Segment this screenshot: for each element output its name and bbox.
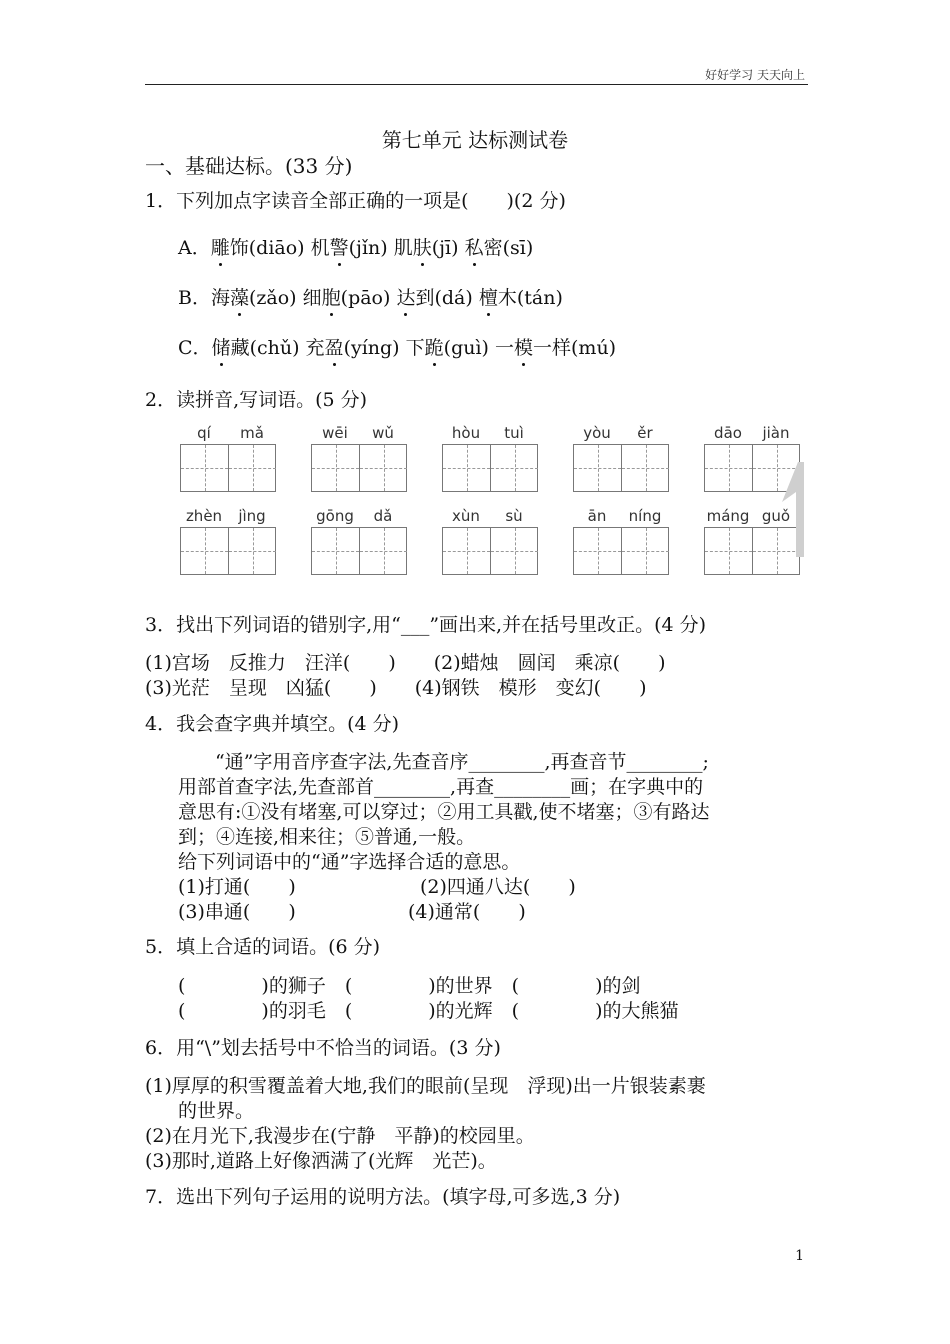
question-1-option-c[interactable] [178,333,616,360]
question-4-item-4: (4)通常( ) [408,901,526,923]
question-4-line-5: 给下列词语中的“通”字选择合适的意思。 [178,851,521,873]
decorative-slash-mark [780,462,804,557]
option-text: (jī) [431,237,465,259]
question-4-line-4: 到；④连接,相来往；⑤普通,一般。 [178,826,476,848]
pinyin-label: mǎ [240,424,264,442]
page-number: 1 [795,1248,804,1264]
pinyin-label: dǎ [373,507,393,525]
question-1-stem: 1．下列加点字读音全部正确的一项是( )(2 分) [145,190,566,212]
dotted-char: 胞 [322,283,341,310]
page-title: 第七单元 达标测试卷 [381,128,569,152]
option-text: 到(dá) [415,287,479,309]
pinyin-label: hòu [451,424,481,442]
header-rule [145,84,808,85]
question-4-stem: 4．我会查字典并填空。(4 分) [145,713,400,735]
dotted-char: 藻 [230,283,249,310]
pinyin-label: máng [706,507,750,525]
question-6-stem: 6．用“\”划去括号中不恰当的词语。(3 分) [145,1037,501,1059]
option-text: 一样(mú) [533,337,617,359]
option-text: (pāo) [340,287,397,309]
option-text: C． [178,337,212,359]
question-6-line-1: (1)厚厚的积雪覆盖着大地,我们的眼前(呈现 浮现)出一片银装素裹 [145,1075,706,1097]
pinyin-label: zhèn [185,507,223,525]
question-4-item-3: (3)串通( ) [178,901,296,923]
pinyin-label: níng [628,507,662,525]
question-3-line-1: (1)宫场 反推力 汪洋( ) (2)蜡烛 圆闰 乘凉( ) [145,652,666,674]
question-3-line-2: (3)光茫 呈现 凶猛( ) (4)钢铁 模形 变幻( ) [145,677,647,699]
dotted-char: 跪 [425,333,444,360]
question-4-line-1: “通”字用音序查字法,先查音序________,再查音节________; [215,751,709,773]
pinyin-label: jiàn [762,424,790,442]
pinyin-label: dāo [714,424,742,442]
writing-grid[interactable] [311,444,407,492]
writing-grid[interactable] [311,527,407,575]
writing-grid[interactable] [442,444,538,492]
pinyin-label: wēi [322,424,348,442]
pinyin-label: tuì [504,424,524,442]
pinyin-label: jìng [238,507,266,525]
dotted-char: 肤 [413,233,432,260]
question-1-option-b[interactable] [178,283,563,310]
writing-grid[interactable] [573,444,669,492]
dotted-char: 雕 [211,233,230,260]
question-4-line-3: 意思有:①没有堵塞,可以穿过；②用工具戳,使不堵塞；③有路达 [178,801,710,823]
question-5-stem: 5．填上合适的词语。(6 分) [145,936,381,958]
question-4-line-2: 用部首查字法,先查部首________,再查________画；在字典中的 [178,776,704,798]
pinyin-label: xùn [452,507,480,525]
pinyin-label: yòu [583,424,611,442]
option-text: (zǎo) 细 [248,287,322,309]
option-text: 藏(chǔ) 充 [230,337,325,359]
pinyin-label: gōng [316,507,354,525]
dotted-char: 模 [514,333,533,360]
option-text: (yíng) 下 [343,337,425,359]
dotted-char: 私 [465,233,484,260]
question-6-line-1-cont: 的世界。 [178,1100,255,1122]
dotted-char: 盈 [325,333,344,360]
question-1-option-a[interactable] [178,233,533,260]
option-text: 木(tán) [497,287,563,309]
option-text: 饰(diāo) 机 [229,237,330,259]
header-motto: 好好学习 天天向上 [705,68,805,82]
option-text: 密(sī) [483,237,534,259]
pinyin-label: ěr [637,424,653,442]
section-heading: 一、基础达标。(33 分) [145,154,353,178]
option-text: (guì) 一 [443,337,514,359]
option-text: A． [178,237,211,259]
question-6-line-3: (3)那时,道路上好像洒满了(光辉 光芒)。 [145,1150,497,1172]
question-5-line-1: ( )的狮子 ( )的世界 ( )的剑 [178,975,641,997]
question-4-item-2: (2)四通八达( ) [420,876,576,898]
writing-grid[interactable] [573,527,669,575]
pinyin-label: ān [587,507,607,525]
question-3-stem: 3．找出下列词语的错别字,用“___”画出来,并在括号里改正。(4 分) [145,614,707,636]
option-text: (jǐn) 肌 [348,237,413,259]
dotted-char: 警 [330,233,349,260]
pinyin-label: sù [505,507,523,525]
question-2-stem: 2．读拼音,写词语。(5 分) [145,389,368,411]
pinyin-label: wǔ [372,424,394,442]
question-5-line-2: ( )的羽毛 ( )的光辉 ( )的大熊猫 [178,1000,679,1022]
dotted-char: 储 [212,333,231,360]
pinyin-label: qí [197,424,211,442]
option-text: B．海 [178,287,230,309]
dotted-char: 檀 [479,283,498,310]
writing-grid[interactable] [180,527,276,575]
question-4-item-1: (1)打通( ) [178,876,296,898]
question-7-stem: 7．选出下列句子运用的说明方法。(填字母,可多选,3 分) [145,1186,621,1208]
dotted-char: 达 [396,283,415,310]
pinyin-label: guǒ [761,507,791,525]
writing-grid[interactable] [442,527,538,575]
question-6-line-2: (2)在月光下,我漫步在(宁静 平静)的校园里。 [145,1125,535,1147]
writing-grid[interactable] [180,444,276,492]
